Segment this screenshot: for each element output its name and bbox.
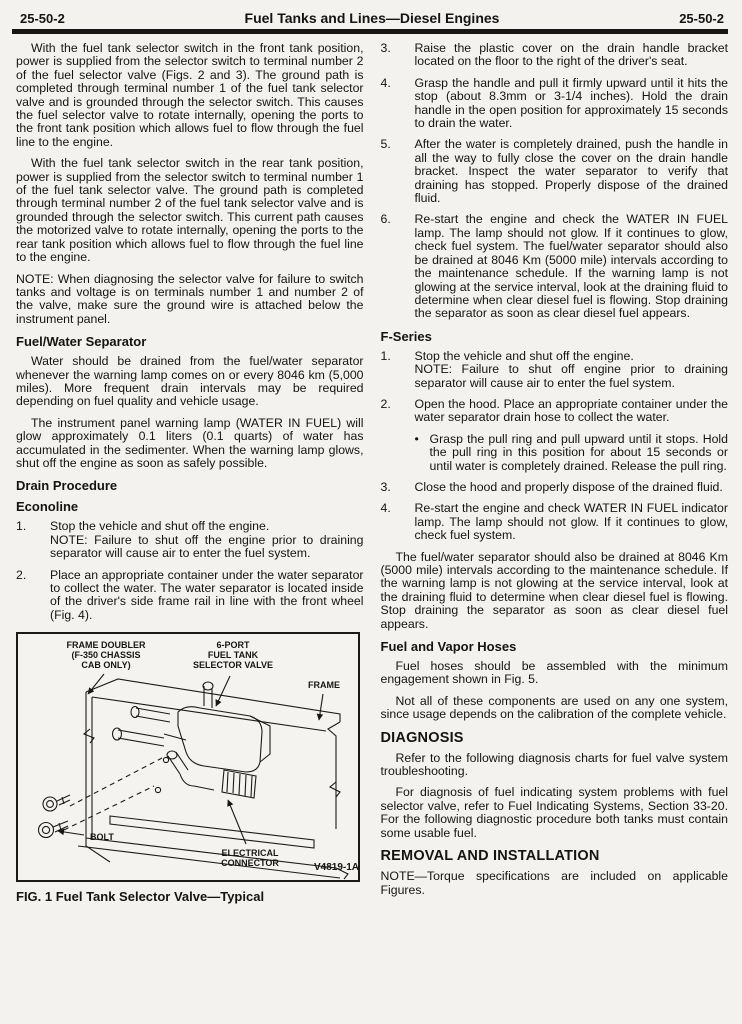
econoline-step-2 <box>16 569 364 623</box>
step-note: NOTE: Failure to shut off engine prior to draining separator will cause air to enter the fuel system. <box>414 362 728 390</box>
heading-drain-procedure: Drain Procedure <box>16 478 118 494</box>
paragraph-diagnosis-2: For diagnosis of fuel indicating system problems with fuel selector valve, refer to Fuel Indicating Systems, Section 33-20. For the following diagnostic procedure both tanks must contain some usable fuel. <box>380 785 728 840</box>
heading-removal-installation: REMOVAL AND INSTALLATION <box>380 848 600 865</box>
fseries-step-1: 1. Stop the vehicle and shut off the engine. NOTE: Failure to shut off engine prior to draining separator will cause air to enter the fuel system. <box>380 348 728 390</box>
paragraph-water-drain: Water should be drained from the fuel/water separator whenever the warning lamp comes on or every 8046 km (5,000 miles). More frequent drain intervals may be required depending on fuel quality and vehicle usage. <box>16 354 364 409</box>
step-text: Close the hood and properly dispose of the drained fluid. <box>414 479 723 494</box>
step-text: Raise the plastic cover on the drain handle bracket located on the floor to the right of the driver's seat. <box>414 41 728 69</box>
svg-text:CAB ONLY): CAB ONLY) <box>81 660 131 671</box>
paragraph-hoses-1: Fuel hoses should be assembled with the minimum engagement shown in Fig. 5. <box>380 659 728 687</box>
paragraph-hoses-2: Not all of these components are used on any one system, since usage depends on the calibration of the complete vehicle. <box>380 693 728 722</box>
step-text: Open the hood. Place an appropriate container under the water separator drain hose to collect the water. <box>414 396 728 425</box>
page-title: Fuel Tanks and Lines—Diesel Engines <box>244 10 500 26</box>
step-text: Stop the vehicle and shut off the engine. <box>50 519 270 534</box>
step-text: Place an appropriate container under the water separator to collect the water. The water separator is located inside of the driver's side frame rail in line with the front wheel (Fig. 4). <box>50 567 364 622</box>
label-frame-doubler: FRAME DOUBLER <box>66 640 146 651</box>
step-text: Stop the vehicle and shut off the engine. <box>414 348 634 363</box>
step-text: Grasp the handle and pull it firmly upward until it hits the stop (about 8.3mm or 3-1/4 inches). Hold the drain handle in the open position for approximately 15 seconds to drain the water. <box>414 75 728 131</box>
fseries-step-4: 4. Re-start the engine and check WATER IN FUEL indicator lamp. The lamp should not glow. If it continues to glow, check fuel system. <box>380 501 728 543</box>
econoline-step-5: 5. After the water is completely drained, push the handle in all the way to fully close the cover on the drain handle bracket. Inspect the water separator to verify that draining has stopped. Properly dispose of the drained fluid. <box>380 137 728 206</box>
paragraph-front-tank: With the fuel tank selector switch in the front tank position, power is supplied from the selector switch to terminal number 2 of the fuel selector valve (Figs. 2 and 3). The ground path is completed through terminal number 1 of the fuel tank selector valve and is grounded through the selector switch. This causes the fuel selector valve to rotate internally, opening the ports to the front tank position which allows fuel to flow through the fuel line to the engine. <box>16 41 364 149</box>
paragraph-removal-note: NOTE—Torque specifications are included on applicable Figures. <box>380 869 728 897</box>
page-number-right: 25-50-2 <box>679 11 724 26</box>
heading-fuel-water-separator: Fuel/Water Separator <box>16 334 147 350</box>
paragraph-warning-lamp: The instrument panel warning lamp (WATER IN FUEL) will glow approximately 0.1 liters (0.1 quarts) of water has accumulated in the sedimenter. When the warning lamp glows, shut off the engine as soon as safely possible. <box>16 415 364 470</box>
svg-text:FUEL TANK: FUEL TANK <box>207 650 259 661</box>
label-figure-ref: V4819-1A <box>314 862 358 874</box>
page-header <box>16 10 728 26</box>
paragraph-also-drained: The fuel/water separator should also be drained at 8046 Km (5000 mile) intervals according to the maintenance schedule. If the warning lamp is not glowing at the service interval, look at the draining fluid to determine when clear diesel fuel is flowing. Stop draining the separator as soon as clear diesel fuel appears. <box>380 549 728 631</box>
econoline-step-6: 6. Re-start the engine and check the WATER IN FUEL lamp. The lamp should not glow. If it continues to glow, check fuel system. The fuel/water separator should also be drained at 8046 Km (5000 mile) intervals according to the maintenance schedule. If the warning lamp is not glowing at the service interval, look at the draining fluid to determine when clear diesel fuel is flowing. Stop draining the separator as soon as clear diesel fuel appears. <box>380 212 728 321</box>
page-number-left: 25-50-2 <box>20 11 65 26</box>
step-number: 1. <box>16 519 27 534</box>
econoline-step-4: 4. Grasp the handle and pull it firmly upward until it hits the stop (about 8.3mm or 3-1/4 inches). Hold the drain handle in the open position for approximately 15 seconds to drain the water. <box>380 75 728 131</box>
label-frame: FRAME <box>308 680 340 691</box>
label-electrical-connector: ELECTRICAL <box>221 848 279 859</box>
step-text: After the water is completely drained, push the handle in all the way to fully close the cover on the drain handle bracket. Inspect the water separator to verify that draining has stopped. Properly dispose of the drained fluid. <box>414 137 728 206</box>
figure-1-caption: FIG. 1 Fuel Tank Selector Valve—Typical <box>16 889 265 905</box>
econoline-step-3: 3. Raise the plastic cover on the drain handle bracket located on the floor to the right of the driver's seat. <box>380 41 728 69</box>
svg-text:CONNECTOR: CONNECTOR <box>221 858 279 869</box>
right-column <box>381 42 729 905</box>
paragraph-diagnosis-1: Refer to the following diagnosis charts for fuel valve system troubleshooting. <box>380 750 728 779</box>
paragraph-rear-tank: With the fuel tank selector switch in the rear tank position, power is supplied from the selector switch to terminal number 1 of the fuel tank selector valve. The ground path is completed through terminal number 2 of the fuel tank selector valve and is grounded through the selector switch. This current path causes the motorized valve to rotate internally, opening the ports to the rear tank position which allows fuel to flow through the fuel line to the engine. <box>16 156 364 265</box>
econoline-step-1 <box>16 520 364 560</box>
step-number: 2. <box>16 567 27 582</box>
left-column <box>16 42 364 905</box>
heading-econoline: Econoline <box>16 499 79 515</box>
heading-fuel-vapor-hoses: Fuel and Vapor Hoses <box>380 639 517 655</box>
two-column-body <box>16 42 728 905</box>
svg-text:SELECTOR VALVE: SELECTOR VALVE <box>192 660 274 671</box>
fseries-step-2: 2. Open the hood. Place an appropriate container under the water separator drain hose to collect the water. • Grasp the pull ring and pull upward until it stops. Hold the pull ring in this position for about 15 seconds or until water is completely drained. Release the pull ring. <box>380 396 728 473</box>
heading-f-series: F-Series <box>380 328 432 344</box>
fuel-tank-selector-valve-diagram <box>18 634 358 880</box>
fseries-step-3: 3. Close the hood and properly dispose of the drained fluid. <box>381 481 729 494</box>
note-diagnosing: NOTE: When diagnosing the selector valve for failure to switch tanks and voltage is on terminals number 1 and number 2 of the valve, make sure the ground wire is attached below the instrument panel. <box>16 271 364 326</box>
step-text: Re-start the engine and check the WATER IN FUEL lamp. The lamp should not glow. If it continues to glow, check fuel system. The fuel/water separator should also be drained at 8046 Km (5000 mile) intervals according to the maintenance schedule. If the warning lamp is not glowing at the service interval, look at the draining fluid to determine when clear diesel fuel is flowing. Stop draining the separator as soon as clear diesel fuel appears. <box>414 212 728 321</box>
step-note: NOTE: Failure to shut off the engine prior to draining separator will cause air to enter the fuel system. <box>50 532 364 561</box>
svg-text:(F-350 CHASSIS: (F-350 CHASSIS <box>71 650 141 661</box>
figure-1-box <box>16 632 360 882</box>
figure-labels <box>67 640 359 873</box>
label-six-port-valve: 6-PORT <box>216 640 250 651</box>
step-text: Re-start the engine and check WATER IN FUEL indicator lamp. The lamp should not glow. If it continues to glow, check fuel system. <box>414 501 728 543</box>
header-rule <box>12 29 728 34</box>
bullet-item: • Grasp the pull ring and pull upward until it stops. Hold the pull ring in this position for about 15 seconds or until water is completely drained. Release the pull ring. <box>414 431 728 473</box>
label-bolt: BOLT <box>90 832 114 843</box>
bullet-icon: • <box>414 431 419 446</box>
heading-diagnosis: DIAGNOSIS <box>380 729 464 746</box>
